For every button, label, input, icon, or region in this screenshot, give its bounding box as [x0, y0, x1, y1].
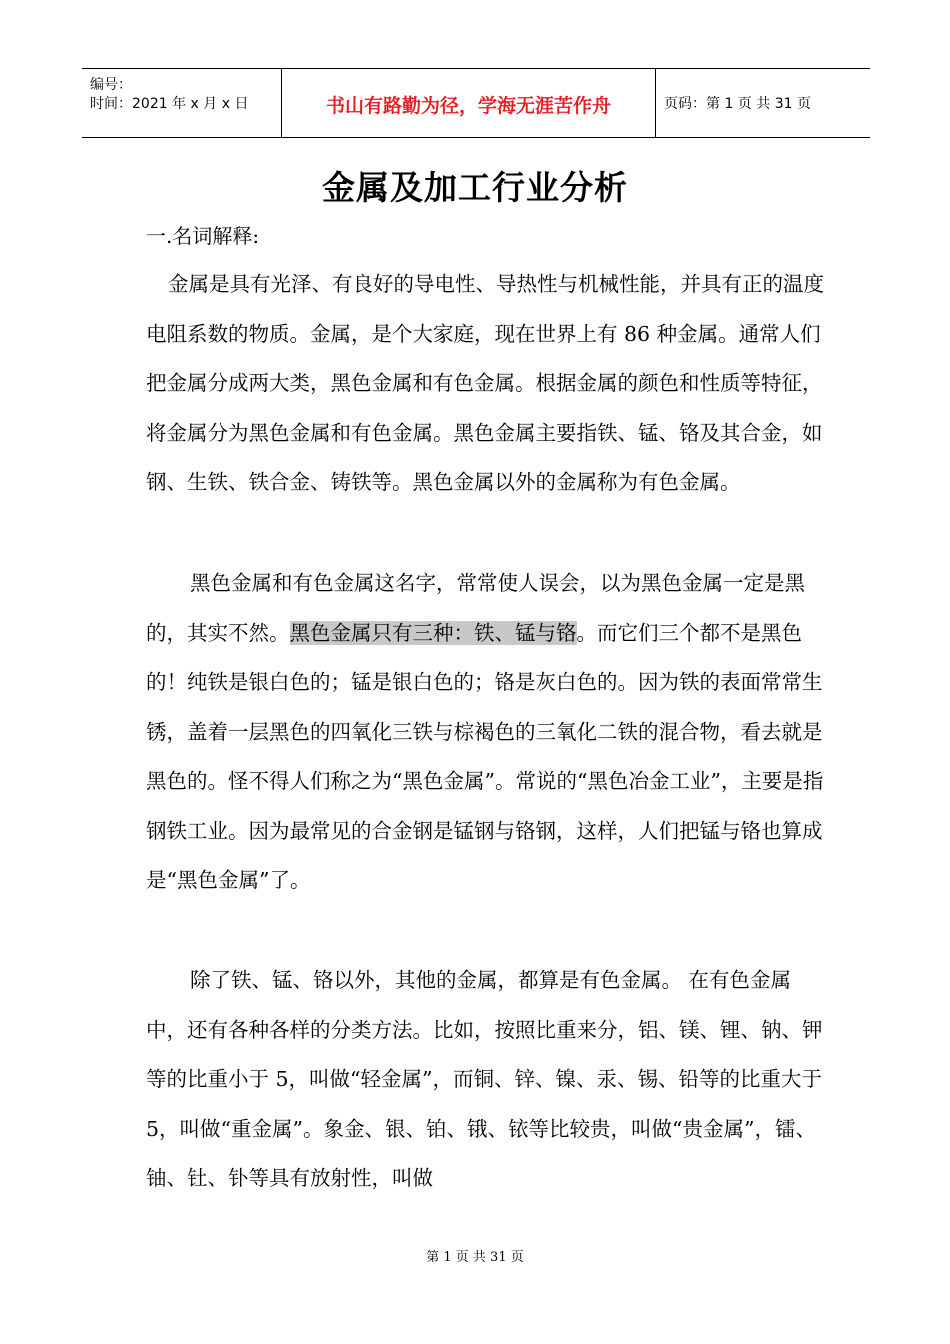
header-number-label: 编号：	[90, 77, 132, 93]
header-time-label: 时间：2021 年 x 月 x 日	[90, 96, 249, 112]
paragraph-2-text-b: 。而它们三个都不是黑色的！纯铁是银白色的；锰是银白色的；铬是灰白色的。因为铁的表面常常生锈，盖着一层黑色的四氧化三铁与棕褐色的三氧化二铁的混合物，看去就是黑色的。怪不得人们称之为“黑色金属”。常说的“黑色冶金工业”，主要是指钢铁工业。因为最常见的合金钢是锰钢与铬钢，这样，人们把锰与铬也算成是“黑色金属”了。	[146, 620, 824, 892]
header-motto: 书山有路勤为径，学海无涯苦作舟	[325, 95, 611, 117]
paragraph-3: 除了铁、锰、铬以外，其他的金属，都算是有色金属。 在有色金属中，还有各种各样的分类方法。比如，按照比重来分，铝、镁、锂、钠、钾等的比重小于 5，叫做“轻金属”，而铜、锌、镍、汞、锡、铅等的比重大于 5，叫做“重金属”。象金、银、铂、锇、铱等比较贵，叫做“贵金属”，镭、铀、钍、钋等具有放射性，叫做	[146, 968, 823, 1190]
header-motto-cell	[281, 69, 656, 137]
header-meta-cell	[82, 69, 280, 137]
page-footer: 第 1 页 共 31 页	[426, 1250, 524, 1265]
section-heading: 一.名词解释:	[146, 224, 260, 248]
header-page-label: 页码：第 1 页 共 31 页	[664, 96, 811, 112]
paragraph-1: 金属是具有光泽、有良好的导电性、导热性与机械性能，并具有正的温度电阻系数的物质。金属，是个大家庭，现在世界上有 86 种金属。通常人们把金属分成两大类，黑色金属和有色金属。根据金属的颜色和性质等特征，将金属分为黑色金属和有色金属。黑色金属主要指铁、锰、铬及其合金，如钢、生铁、铁合金、铸铁等。黑色金属以外的金属称为有色金属。	[146, 272, 824, 494]
document-header	[82, 68, 870, 138]
header-page-cell	[655, 69, 870, 137]
paragraph-2-highlight: 黑色金属只有三种：铁、锰与铬	[289, 620, 577, 645]
document-title: 金属及加工行业分析	[322, 168, 628, 207]
paragraph-2	[146, 559, 826, 906]
paragraph-2-text-a: 黑色金属和有色金属这名字，常常使人误会，以为黑色金属一定是黑的，其实不然。	[146, 571, 805, 645]
